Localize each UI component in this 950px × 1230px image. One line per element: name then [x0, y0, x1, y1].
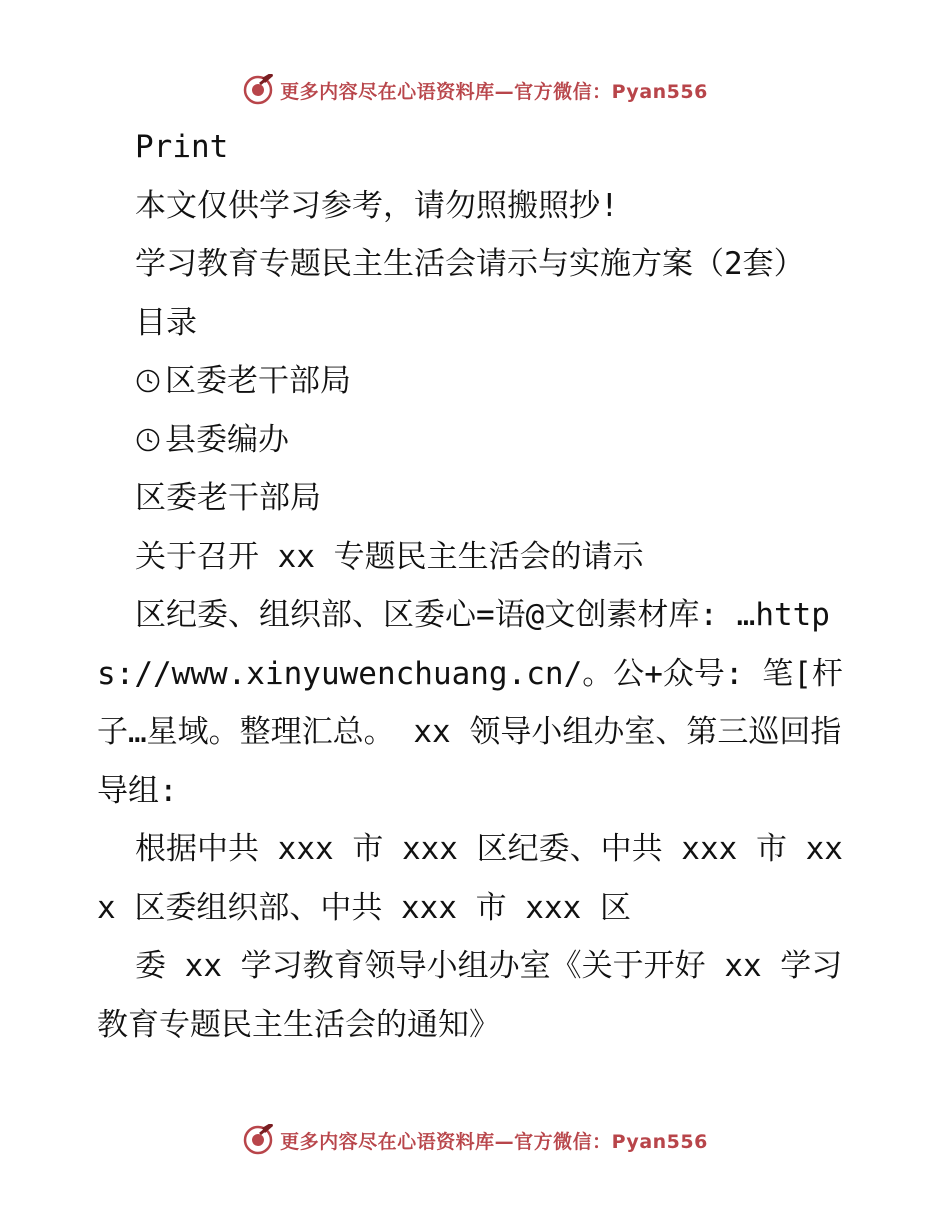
header-banner [0, 70, 950, 110]
request-title: 关于召开 xx 专题民主生活会的请示 [135, 538, 644, 575]
toc-item-label: 区委老干部局 [165, 363, 351, 399]
disclaimer: 本文仅供学习参考，请勿照搬照抄! [135, 187, 619, 224]
toc-heading: 目录 [135, 304, 197, 341]
pen-logo-icon [242, 1124, 274, 1156]
body-paragraph: 委 xx 学习教育领导小组办室《关于开好 xx 学习教育专题民主生活会的通知》 [97, 948, 843, 1043]
footer-banner [0, 1120, 950, 1160]
toc-item[interactable] [97, 411, 857, 470]
section-heading: 区委老干部局 [135, 480, 321, 516]
header-banner-text: 更多内容尽在心语资料库—官方微信：Pyan556 [280, 80, 708, 103]
document-title: 学习教育专题民主生活会请示与实施方案（2套） [135, 246, 805, 282]
pen-logo-icon [242, 74, 274, 106]
document-body [97, 118, 857, 1054]
clock-icon [135, 427, 161, 453]
body-paragraph: 根据中共 xxx 市 xxx 区纪委、中共 xxx 市 xxx 区委组织部、中共 xxx 市 xxx 区 [97, 831, 843, 926]
footer-banner-text: 更多内容尽在心语资料库—官方微信：Pyan556 [280, 1130, 708, 1153]
toc-item-label: 县委编办 [165, 421, 289, 458]
toc-item[interactable] [97, 352, 857, 411]
clock-icon [135, 368, 161, 394]
addressee-paragraph: 区纪委、组织部、区委心=语@文创素材库: …https://www.xinyuwenchuang.cn/。公+众号: 笔[杆子…星域。整理汇总。 xx 领导小组办室、第三巡回指导组: [97, 597, 843, 809]
print-label: Print [135, 129, 229, 165]
